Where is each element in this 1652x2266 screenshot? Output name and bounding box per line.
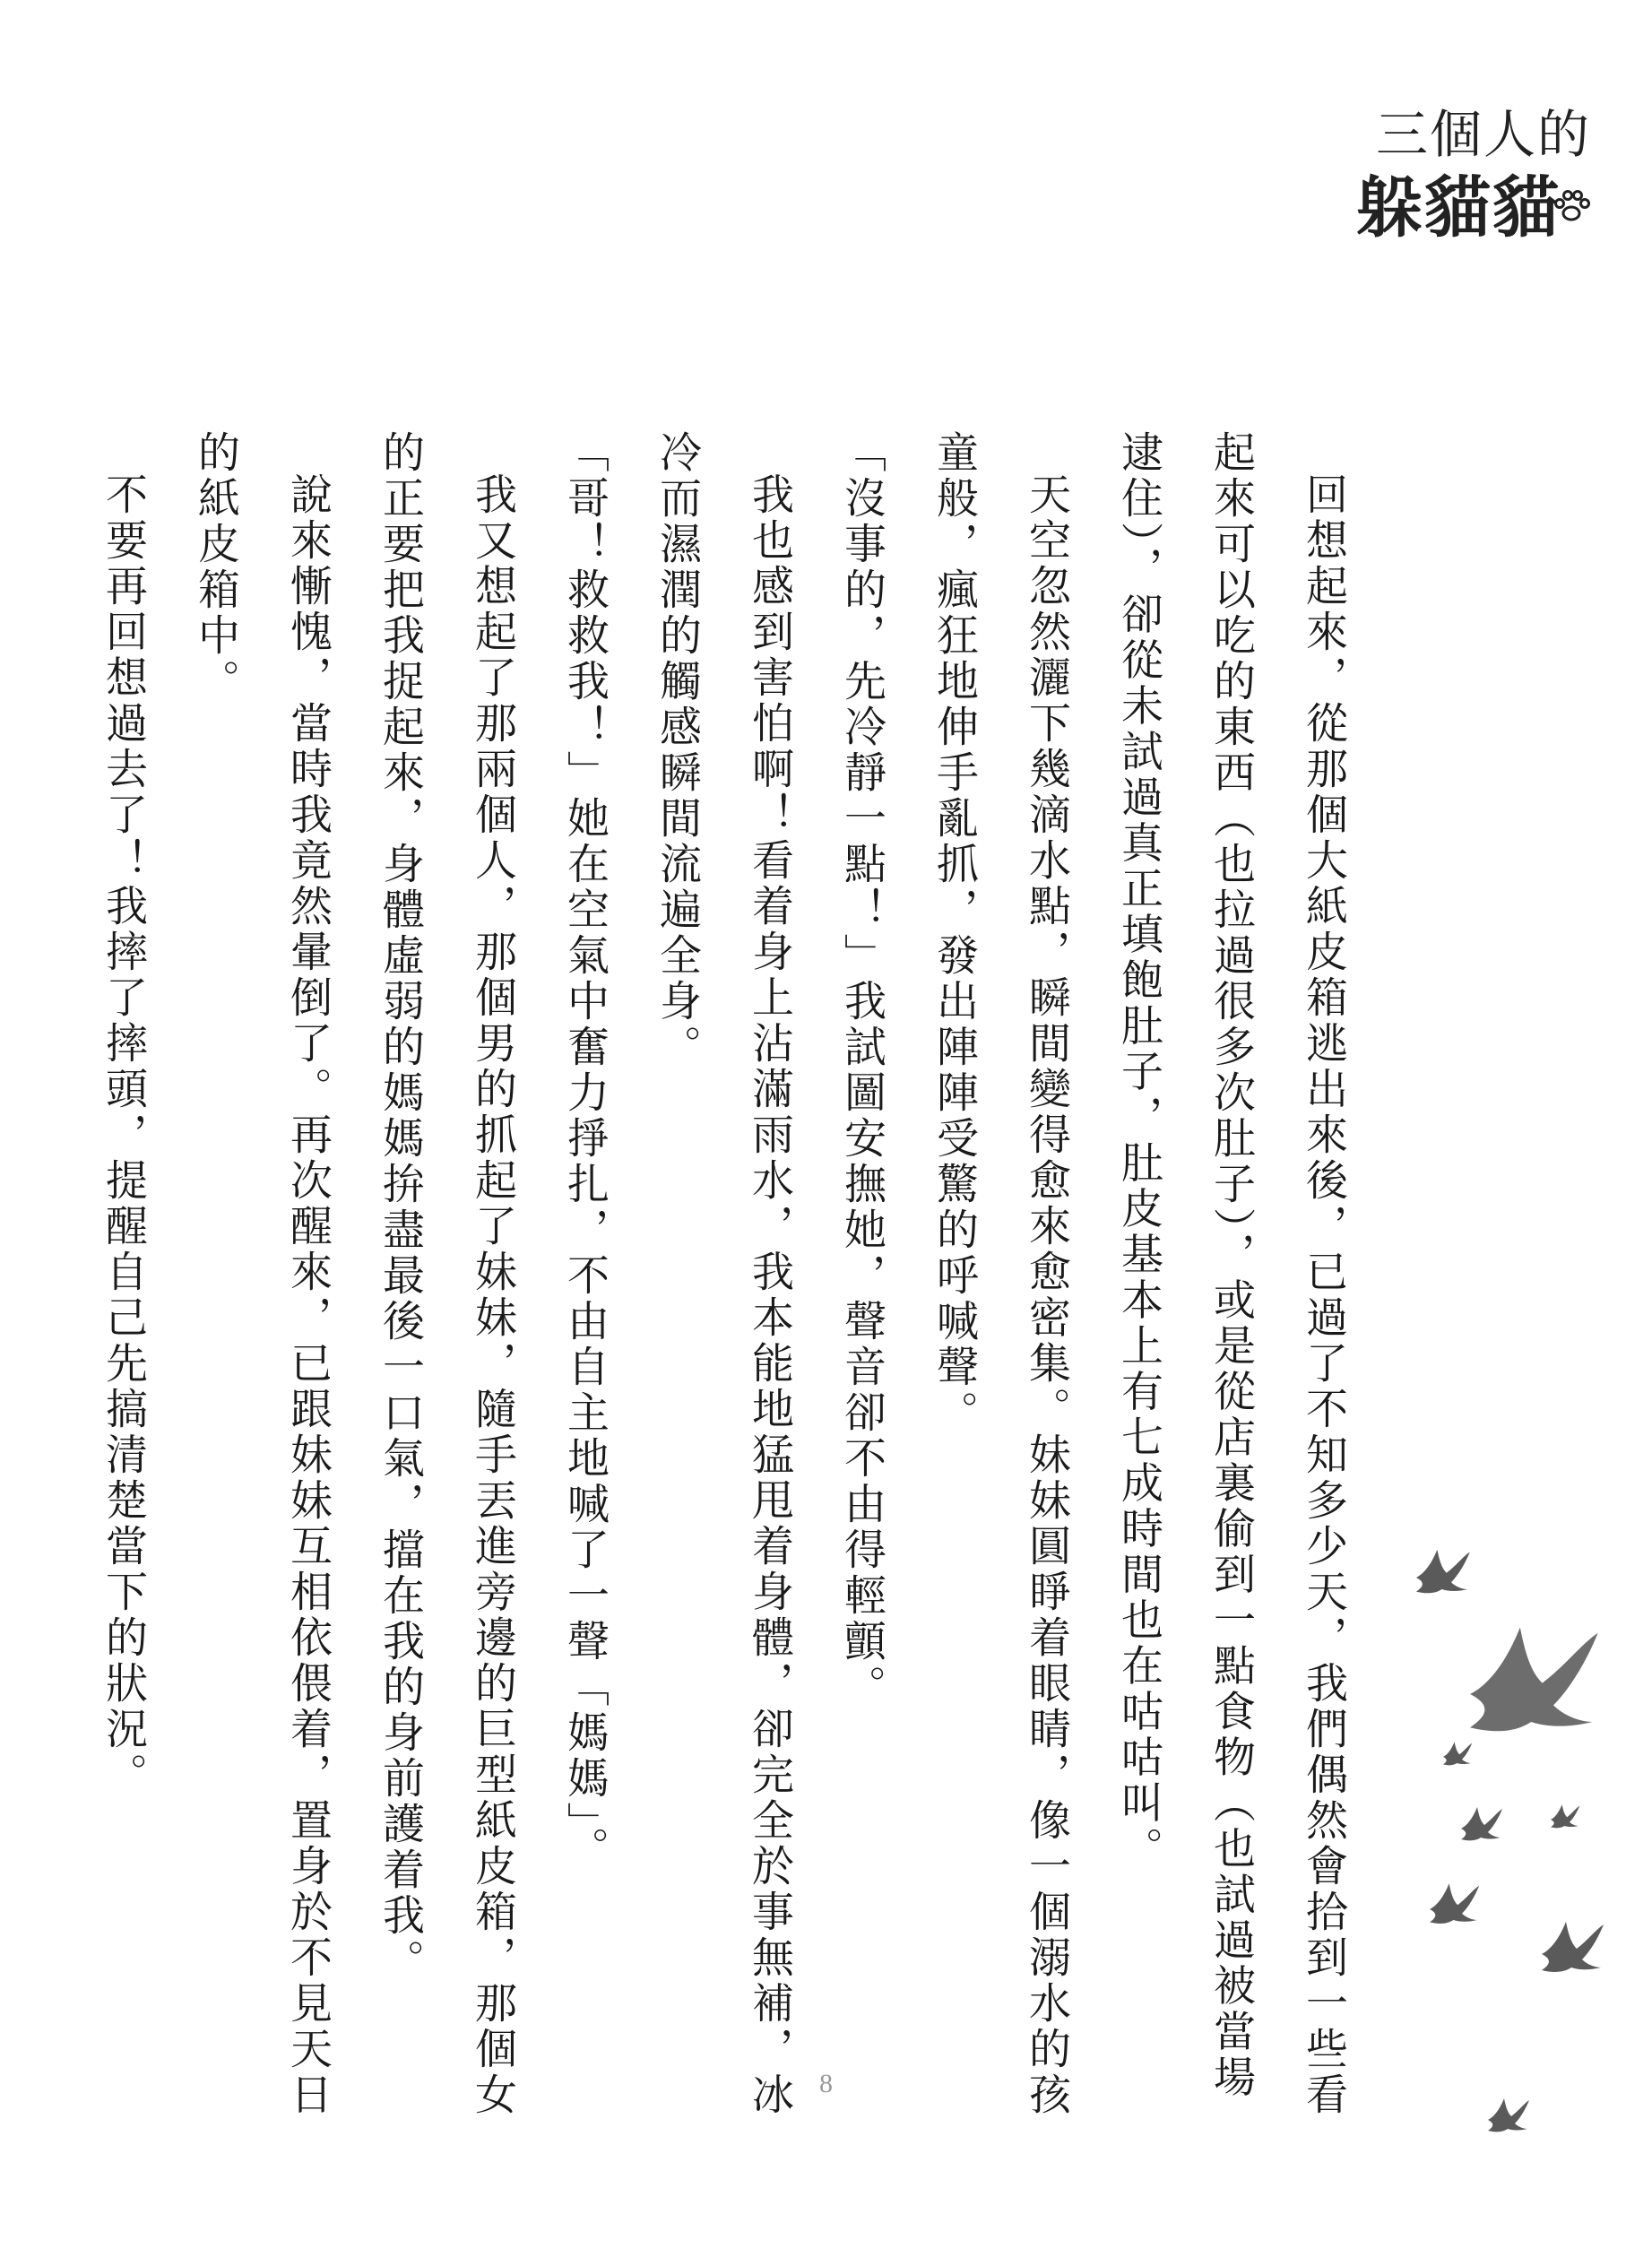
paragraph: 「沒事的，先冷靜一點！」我試圖安撫她，聲音卻不由得輕顫。 [837,430,887,1710]
page-number: 8 [819,2069,833,2098]
bird-icon [1542,1922,1604,1972]
paragraph: 我也感到害怕啊！看着身上沾滿雨水，我本能地猛甩着身體，卻完全於事無補，冰冷而濕潤的觸感瞬間流遍全身。 [653,430,794,2118]
paragraph: 「哥！救救我！」她在空氣中奮力掙扎，不由自主地喊了一聲「媽媽」。 [560,430,610,1872]
bird-icon [1551,1804,1579,1828]
logo-title-line2: 躲貓貓 [1356,169,1561,246]
bird-icon [1430,1883,1479,1924]
bird-icon [1461,1807,1502,1840]
paragraph: 天空忽然灑下幾滴水點，瞬間變得愈來愈密集。妹妹圓睜着眼睛，像一個溺水的孩童般，瘋狂地伸手亂抓，發出陣陣受驚的呼喊聲。 [930,430,1071,2118]
logo-title-line1: 三個人的 [1376,104,1592,165]
paragraph: 不要再回想過去了！我摔了摔頭，提醒自己先搞清楚當下的狀況。 [99,472,148,1798]
bird-icon [1488,2098,1529,2132]
story-text [77,430,1370,2133]
bird-icon [1470,1628,1598,1732]
paw-icon [1551,186,1592,227]
bird-flock-illustration [1398,1524,1649,2205]
bird-icon [1443,1742,1472,1765]
book-logo [1349,85,1592,246]
paragraph: 我又想起了那兩個人，那個男的抓起了妹妹，隨手丟進旁邊的巨型紙皮箱，那個女的正要把我捉起來，身體虛弱的媽媽拚盡最後一口氣，擋在我的身前護着我。 [376,430,517,2118]
paragraph: 回想起來，從那個大紙皮箱逃出來後，已過了不知多少天，我們偶然會拾到一些看起來可以吃的東西（也拉過很多次肚子），或是從店裏偷到一點食物（也試過被當場逮住），卻從未試過真正填飽肚子，肚皮基本上有七成時間也在咕咕叫。 [1114,430,1348,2118]
paragraph: 說來慚愧，當時我竟然暈倒了。再次醒來，已跟妹妹互相依偎着，置身於不見天日的紙皮箱中。 [191,430,333,2118]
bird-icon [1416,1550,1470,1594]
